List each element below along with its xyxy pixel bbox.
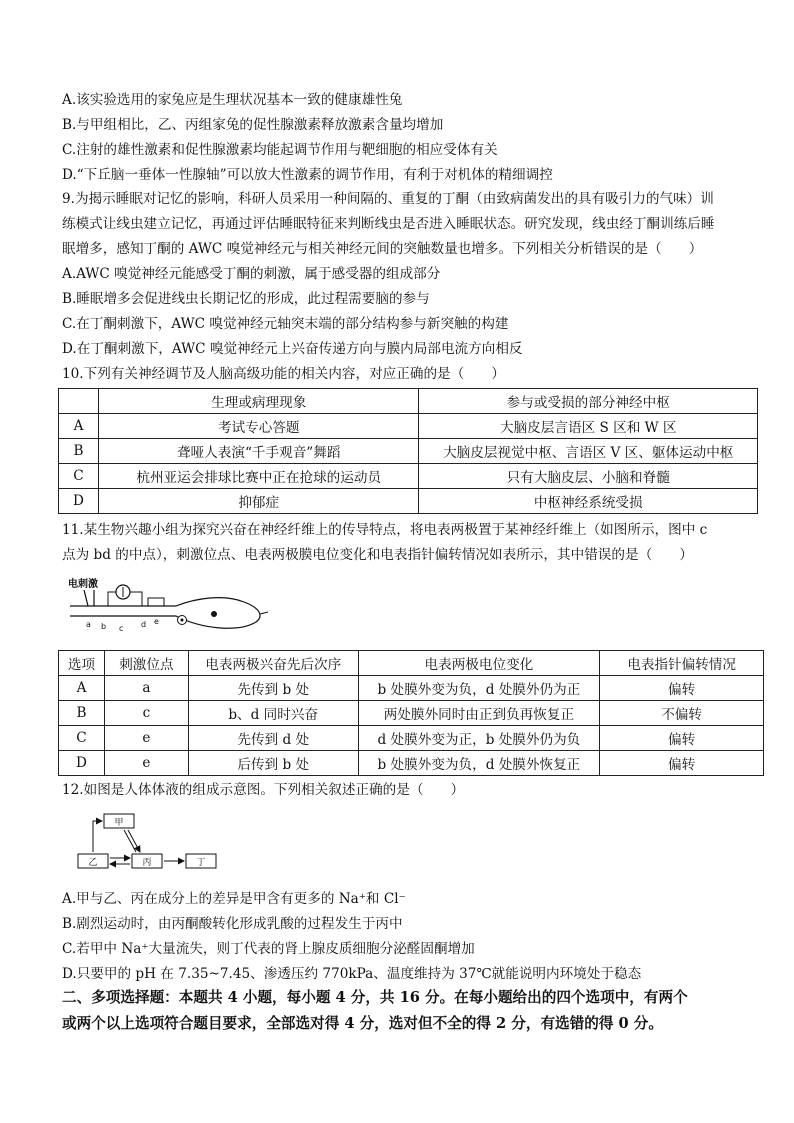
- table-cell: b 处膜外变为负，d 处膜外仍为正: [358, 676, 600, 701]
- table-cell: 大脑皮层视觉中枢、言语区 V 区、躯体运动中枢: [419, 439, 758, 464]
- table-row: [59, 439, 758, 464]
- q9-option-b: B.睡眠增多会促进线虫长期记忆的形成，此过程需要脑的参与: [62, 291, 430, 307]
- axon-shape: [70, 598, 260, 629]
- q9-stem-line-1: 9.为揭示睡眠对记忆的影响，科研人员采用一种间隔的、重复的丁酮（由致病菌发出的具有吸引力的气味）训: [62, 191, 714, 207]
- table-cell: 两处膜外同时由正到负再恢复正: [358, 701, 600, 726]
- table-cell: a: [104, 676, 188, 701]
- cell-nucleus: [211, 611, 217, 617]
- table-cell: A: [59, 414, 99, 439]
- table-cell: 考试专心答题: [98, 414, 419, 439]
- q9-option-d: D.在丁酮刺激下，AWC 嗅觉神经元上兴奋传递方向与膜内局部电流方向相反: [62, 341, 523, 357]
- table-header-cell: [59, 389, 99, 414]
- table-cell: 大脑皮层言语区 S 区和 W 区: [419, 414, 758, 439]
- point-label: a: [86, 620, 91, 629]
- table-cell: e: [104, 726, 188, 751]
- table-cell: 只有大脑皮层、小脑和脊髓: [419, 464, 758, 489]
- q12-stem: 12.如图是人体体液的组成示意图。下列相关叙述正确的是（ ）: [62, 782, 465, 798]
- nerve-fiber-diagram: [64, 572, 270, 642]
- table-row: [59, 464, 758, 489]
- table-cell: C: [59, 726, 105, 751]
- table-cell: c: [104, 701, 188, 726]
- table-row: [59, 726, 764, 751]
- table-cell: 后传到 b 处: [188, 751, 358, 776]
- table-cell: C: [59, 464, 99, 489]
- table-cell: 杭州亚运会排球比赛中正在抢球的运动员: [98, 464, 419, 489]
- table-row: [59, 414, 758, 439]
- table-header-cell: 电表两极电位变化: [358, 651, 600, 676]
- q9-stem-line-3: 眠增多，感知丁酮的 AWC 嗅觉神经元与相关神经元间的突触数量也增多。下列相关分析错误的是（ ）: [62, 241, 703, 257]
- table-cell: 先传到 d 处: [188, 726, 358, 751]
- table-row: [59, 489, 758, 514]
- point-label: e: [154, 617, 159, 626]
- table-cell: B: [59, 439, 99, 464]
- q12-option-b: B.剧烈运动时，由丙酮酸转化形成乳酸的过程发生于丙中: [62, 916, 403, 932]
- svg-text:乙: 乙: [88, 858, 98, 868]
- stimulus-label: 电刺激: [68, 579, 98, 590]
- table-row: [59, 751, 764, 776]
- table-header-row: [59, 651, 764, 676]
- table-header-cell: 生理或病理现象: [98, 389, 419, 414]
- section2-heading-line-1: 二、多项选择题：本题共 4 小题，每小题 4 分，共 16 分。在每小题给出的四个选项中，有两个: [62, 989, 688, 1006]
- table-header-cell: 电表指针偏转情况: [600, 651, 764, 676]
- q10-stem: 10.下列有关神经调节及人脑高级功能的相关内容，对应正确的是（ ）: [62, 366, 506, 382]
- table-cell: A: [59, 676, 105, 701]
- table-cell: 中枢神经系统受损: [419, 489, 758, 514]
- table-cell: 偏转: [600, 726, 764, 751]
- table-cell: 偏转: [600, 751, 764, 776]
- table-cell: b、d 同时兴奋: [188, 701, 358, 726]
- table-header-cell: 刺激位点: [104, 651, 188, 676]
- q8-option-b: B.与甲组相比，乙、丙组家兔的促性腺激素释放激素含量均增加: [62, 117, 444, 133]
- q11-stem-line-2: 点为 bd 的中点），刺激位点、电表两极膜电位变化和电表指针偏转情况如表所示，其中错误的是（ ）: [62, 547, 693, 563]
- table-cell: D: [59, 489, 99, 514]
- table-cell: b 处膜外变为负，d 处膜外恢复正: [358, 751, 600, 776]
- q11-table: [58, 650, 764, 776]
- table-cell: 不偏转: [600, 701, 764, 726]
- table-cell: e: [104, 751, 188, 776]
- table-header-cell: 参与或受损的部分神经中枢: [419, 389, 758, 414]
- table-cell: 先传到 b 处: [188, 676, 358, 701]
- svg-text:丙: 丙: [142, 858, 152, 868]
- q9-option-c: C.在丁酮刺激下，AWC 嗅觉神经元轴突末端的部分结构参与新突触的构建: [62, 316, 509, 332]
- table-header-cell: 电表两极兴奋先后次序: [188, 651, 358, 676]
- point-label: b: [101, 622, 107, 631]
- point-label: d: [141, 620, 147, 629]
- table-cell: 抑郁症: [98, 489, 419, 514]
- q11-stem-line-1: 11.某生物兴趣小组为探究兴奋在神经纤维上的传导特点，将电表两极置于某神经纤维上（如图所示，图中 c: [62, 522, 708, 538]
- table-cell: B: [59, 701, 105, 726]
- q12-option-d: D.只要甲的 pH 在 7.35~7.45、渗透压约 770kPa、温度维持为 37℃就能说明内环境处于稳态: [62, 966, 642, 982]
- q8-option-a: A.该实验选用的家兔应是生理状况基本一致的健康雄性兔: [62, 92, 403, 108]
- q8-option-c: C.注射的雄性激素和促性腺激素均能起调节作用与靶细胞的相应受体有关: [62, 142, 498, 158]
- section2-heading-line-2: 或两个以上选项符合题目要求，全部选对得 4 分，选对但不全的得 2 分，有选错的得 0 分。: [62, 1015, 663, 1032]
- q9-option-a: A.AWC 嗅觉神经元能感受丁酮的刺激，属于感受器的组成部分: [62, 266, 441, 282]
- q12-option-a: A.甲与乙、丙在成分上的差异是甲含有更多的 Na⁺和 Cl⁻: [62, 891, 406, 907]
- q12-option-c: C.若甲中 Na⁺大量流失，则丁代表的肾上腺皮质细胞分泌醛固酮增加: [62, 941, 475, 957]
- table-header-cell: 选项: [59, 651, 105, 676]
- table-header-row: [59, 389, 758, 414]
- table-row: [59, 676, 764, 701]
- q10-table: [58, 388, 758, 514]
- svg-text:甲: 甲: [114, 818, 124, 828]
- table-cell: D: [59, 751, 105, 776]
- body-fluid-diagram: [74, 808, 224, 876]
- table-cell: d 处膜外变为正，b 处膜外仍为负: [358, 726, 600, 751]
- table-row: [59, 701, 764, 726]
- q9-stem-line-2: 练模式让线虫建立记忆，再通过评估睡眠特征来判断线虫是否进入睡眠状态。研究发现，线虫经丁酮训练后睡: [62, 216, 715, 232]
- svg-text:丁: 丁: [196, 858, 206, 868]
- point-label: c: [119, 624, 124, 633]
- table-cell: 偏转: [600, 676, 764, 701]
- table-cell: 聋哑人表演“千手观音”舞蹈: [98, 439, 419, 464]
- q8-option-d: D.“下丘脑一垂体一性腺轴”可以放大性激素的调节作用，有利于对机体的精细调控: [62, 167, 553, 183]
